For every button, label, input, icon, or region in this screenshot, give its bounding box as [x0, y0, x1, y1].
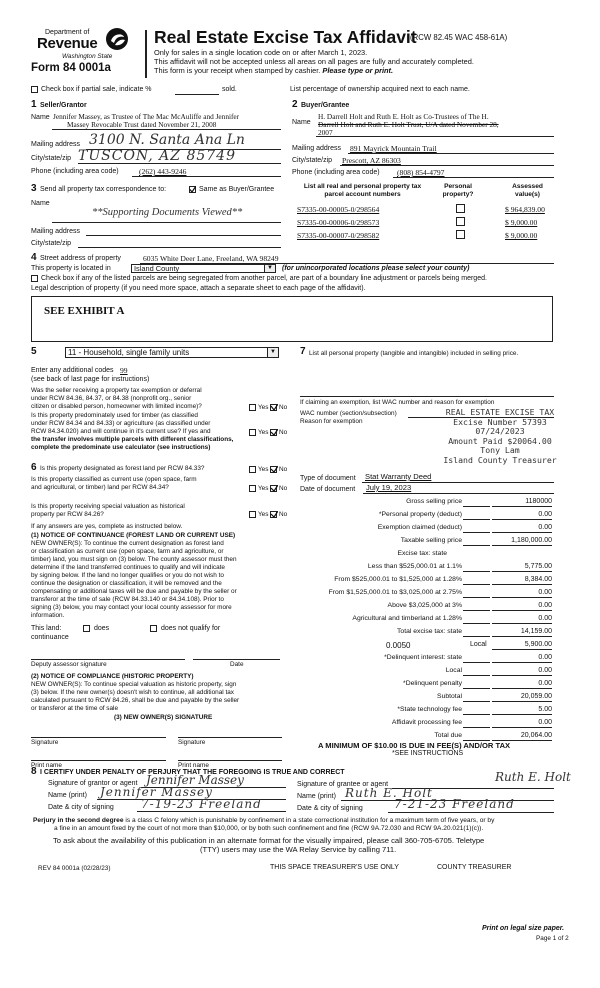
see-instructions: *SEE INSTRUCTIONS	[392, 750, 464, 757]
legal-description-label: Legal description of property (if you need more space, attach a separate sheet to each page of the affidavit).	[31, 285, 366, 292]
seller-mailing-value: 3100 N. Santa Ana Ln	[89, 132, 245, 148]
forest-no-checkbox[interactable]	[270, 466, 277, 473]
this-land-label: This land:	[31, 625, 62, 632]
timber-yes-checkbox[interactable]	[249, 429, 256, 436]
land-does-label: does	[94, 625, 110, 632]
timber-question-line-4: the transfer involves multiple parcels with different classifications,	[31, 436, 234, 443]
owner-print-label-1: Print name	[31, 762, 62, 769]
partial-sale-sold-label: sold.	[222, 86, 237, 93]
historic-question-line-2: property per RCW 84.26?	[31, 511, 104, 518]
grantee-signature[interactable]: Ruth E. Holt	[495, 770, 571, 784]
additional-codes-note: (see back of last page for instructions)	[31, 376, 150, 383]
grantee-date-line	[388, 812, 554, 813]
section-1-number: 1	[31, 99, 37, 110]
historic-no-checkbox[interactable]	[270, 511, 277, 518]
parcel-3-personal-checkbox[interactable]	[456, 230, 465, 239]
exemption-yes-label: Yes	[258, 404, 269, 411]
land-does-not-label: does not qualify for	[161, 625, 221, 632]
section-7-number: 7	[300, 346, 306, 357]
same-as-buyer-checkbox[interactable]	[189, 186, 196, 193]
wac-number-label: WAC number (section/subsection)	[300, 410, 397, 417]
timber-question-line-1: Is this property predominately used for timber (as classified	[31, 412, 198, 419]
dept-of-label: Department of	[45, 29, 90, 36]
form-title: Real Estate Excise Tax Affidavit	[154, 27, 417, 47]
document-type-label: Type of document	[300, 475, 356, 482]
notice-continuance-line-3: timber) land, you must sign on (3) below. The county assessor must then	[31, 556, 237, 563]
parcel-2-personal-checkbox[interactable]	[456, 217, 465, 226]
forest-question: Is this property designated as forest land per RCW 84.33?	[40, 465, 205, 472]
forest-yes-checkbox[interactable]	[249, 466, 256, 473]
notice-continuance-line-7: compensating or additional taxes will be due and payable by the seller or	[31, 588, 237, 595]
personal-deduct-label: *Personal property (deduct)	[378, 511, 462, 518]
subtotal-value: 20,059.00	[492, 693, 552, 702]
exemption-no-label: No	[279, 404, 288, 411]
grantee-date-label: Date & city of signing	[297, 805, 363, 812]
delinquent-interest-value: 0.00	[492, 654, 552, 663]
seller-city-label: City/state/zip	[31, 155, 72, 162]
notice-continuance-line-9: signing (3) below, you may contact your local county assessor for more	[31, 604, 232, 611]
buyer-name-underline	[316, 136, 554, 137]
exemption-no-checkbox[interactable]	[270, 404, 277, 411]
same-as-buyer-label: Same as Buyer/Grantee	[199, 186, 275, 193]
parcel-number-3: S7335-00-00007-0/298582	[297, 231, 380, 240]
processing-fee-value: 0.00	[492, 719, 552, 728]
buyer-city-value: Prescott, AZ 86303	[342, 156, 401, 165]
current-use-question-line-1: Is this property classified as current use (open space, farm	[31, 476, 197, 483]
accessibility-line-1: To ask about the availability of this publication in an alternate format for the visually impaired, please call 360-705-6705. Teletype	[53, 836, 485, 845]
personal-property-line[interactable]	[300, 396, 554, 397]
county-chevron-down-icon[interactable]: ▼	[264, 265, 275, 272]
total-due-dots	[463, 733, 490, 741]
tier-3-label: From $1,525,000.01 to $3,025,000 at 2.75%	[328, 589, 462, 596]
timber-question-line-3: RCW 84.34.020) and will continue in it's current use? If yes and	[31, 428, 211, 435]
stamp-line-2: Excise Number 57393	[453, 416, 547, 427]
county-treasurer-label: COUNTY TREASURER	[437, 864, 512, 871]
land-use-chevron-down-icon[interactable]: ▼	[267, 348, 278, 357]
gross-price-dots	[463, 499, 490, 507]
forest-no-label: No	[279, 466, 288, 473]
header-note-3: This form is your receipt when stamped by cashier. Please type or print.	[154, 66, 394, 75]
exemption-claim-label: If claiming an exemption, list WAC number and reason for exemption	[300, 399, 495, 406]
buyer-heading: Buyer/Grantee	[301, 102, 350, 109]
segregation-checkbox[interactable]	[31, 275, 38, 282]
answers-note: If any answers are yes, complete as instructed below.	[31, 523, 183, 530]
section-4-number: 4	[31, 252, 37, 263]
legal-description-box[interactable]	[31, 296, 553, 342]
perjury-notice-line-2: a fine in an amount fixed by the court of not more than $10,000, or by both such confinement and fine (RCW 9A.72.030 and RCW 9A.20.021(1)(c)).	[54, 825, 484, 832]
tier-1-label: Less than $525,000.01 at 1.1%	[367, 563, 462, 570]
technology-fee-value: 5.00	[492, 706, 552, 715]
grantor-signature[interactable]: Jennifer Massey	[146, 773, 244, 787]
county-select[interactable]	[131, 264, 276, 273]
grantee-name-print[interactable]: Ruth E. Holt	[345, 786, 433, 800]
correspondence-name-label: Name	[31, 200, 50, 207]
header-note-2: This affidavit will not be accepted unless all areas on all pages are fully and accurately completed.	[154, 57, 474, 66]
owner-print-label-2: Print name	[178, 762, 209, 769]
parcel-value-3: $ 9,000.00	[505, 231, 538, 240]
grantee-name-label: Name (print)	[297, 793, 336, 800]
taxable-price-dots	[463, 538, 490, 546]
historic-no-label: No	[279, 511, 288, 518]
exemption-question-line-2: under RCW 84.36, 84.37, or 84.38 (nonprofit org., senior	[31, 395, 192, 402]
street-address-label: Street address of property	[40, 255, 121, 262]
additional-codes-value: 99	[120, 366, 128, 375]
personal-deduct-value: 0.00	[492, 511, 552, 520]
seller-name-line-1: Jennifer Massey, as Trustee of The Mac McAuliffe and Jennifer	[53, 112, 240, 121]
timber-no-label: No	[279, 429, 288, 436]
gross-price-label: Gross selling price	[406, 498, 462, 505]
total-state-dots	[463, 629, 490, 637]
owner-print-line-1[interactable]	[31, 760, 166, 761]
deputy-signature-label: Deputy assessor signature	[31, 661, 107, 668]
buyer-city-underline	[340, 165, 554, 166]
taxable-price-label: Taxable selling price	[400, 537, 462, 544]
document-type-value: Stat Warranty Deed	[365, 472, 432, 481]
buyer-phone-label: Phone (including area code)	[292, 169, 380, 176]
continuance-label: continuance	[31, 634, 69, 641]
stamp-line-5: Tony Lam	[480, 445, 520, 455]
notice-compliance-line-2: (3) below. If the new owner(s) doesn't wish to continue, all additional tax	[31, 689, 234, 696]
grantor-date-label: Date & city of signing	[48, 804, 114, 811]
buyer-name-line-2: Darrell Holt and Ruth E. Holt Trust, U/A dated November 28,	[318, 120, 499, 129]
current-use-no-label: No	[279, 485, 288, 492]
section-6-number: 6	[31, 462, 37, 473]
stamp-line-4: Amount Paid $20064.00	[448, 435, 552, 446]
local-tax-value: 5,900.00	[492, 641, 552, 650]
exemption-question-line-1: Was the seller receiving a property tax exemption or deferral	[31, 387, 202, 394]
delinquent-interest-dots	[463, 655, 490, 663]
timber-yes-label: Yes	[258, 429, 269, 436]
correspondence-city-label: City/state/zip	[31, 240, 72, 247]
local-tax-label: Local	[470, 641, 487, 648]
assessed-value-column-header: Assessed value(s)	[512, 183, 543, 198]
local-rate-value: 0.0050	[386, 641, 411, 650]
current-use-question-line-2: and agricultural, or timber) land per RCW 84.34?	[31, 484, 169, 491]
historic-yes-label: Yes	[258, 511, 269, 518]
tier-2-dots	[463, 577, 490, 585]
exemption-reason-label: Reason for exemption	[300, 418, 363, 425]
delinquent-local-value: 0.00	[492, 667, 552, 676]
revenue-wordmark: Revenue	[37, 35, 98, 52]
notice-continuance-line-5: by signing below. If the land no longer qualifies or you do not wish to	[31, 572, 224, 579]
state-label: Washington State	[62, 53, 113, 60]
buyer-mailing-value: 891 Mayrick Mountain Trail	[350, 144, 437, 153]
grantee-signature-label: Signature of grantee or agent	[297, 781, 389, 788]
buyer-name-line-1: H. Darrell Holt and Ruth E. Holt as Co-Trustees of The H.	[318, 112, 489, 121]
certify-heading: I CERTIFY UNDER PENALTY OF PERJURY THAT THE FOREGOING IS TRUE AND CORRECT	[40, 769, 345, 776]
current-use-yes-label: Yes	[258, 485, 269, 492]
owner-signature-line-2[interactable]	[178, 737, 282, 738]
owner-signature-label-2: Signature	[178, 739, 206, 746]
section-5-number: 5	[31, 346, 37, 357]
deputy-date-label: Date	[230, 661, 244, 668]
county-select-note: (for unincorporated locations please select your county)	[282, 265, 470, 272]
personal-deduct-dots	[463, 512, 490, 520]
located-in-label: This property is located in	[31, 265, 111, 272]
parcel-value-1: $ 964,839.00	[505, 205, 545, 214]
parcel-number-1: S7335-00-00005-0/298564	[297, 205, 380, 214]
deputy-signature-line[interactable]	[31, 659, 185, 660]
seller-heading: Seller/Grantor	[40, 102, 87, 109]
revenue-logo-icon	[105, 27, 129, 51]
seller-name-line-2: Massey Revocable Trust dated November 21, 2008	[67, 120, 217, 129]
parcel-column-header: List all real and personal property tax parcel account numbers	[303, 183, 422, 198]
personal-property-column-header: Personal property?	[442, 183, 474, 198]
grantor-date-line	[137, 811, 286, 812]
grantee-date-city[interactable]: 7-21-23 Freeland	[394, 797, 515, 811]
personal-property-label: List all personal property (tangible and intangible) included in selling price.	[309, 350, 519, 357]
correspondence-city-underline	[78, 247, 281, 248]
delinquent-penalty-value: 0.00	[492, 680, 552, 689]
total-state-label: Total excise tax: state	[397, 628, 462, 635]
agricultural-value: 0.00	[492, 615, 552, 624]
county-select-value: Island County	[134, 264, 180, 273]
accessibility-line-2: (TTY) users may use the WA Relay Service by calling 711.	[200, 845, 397, 854]
notice-continuance-title: (1) NOTICE OF CONTINUANCE (FOREST LAND OR CURRENT USE)	[31, 532, 236, 539]
legal-description-value: SEE EXHIBIT A	[44, 305, 125, 317]
seller-phone-label: Phone (including area code)	[31, 168, 119, 175]
delinquent-penalty-label: *Delinquent penalty	[403, 680, 462, 687]
partial-sale-percent-field[interactable]	[175, 85, 219, 95]
tier-4-value: 0.00	[492, 602, 552, 611]
subtotal-label: Subtotal	[437, 693, 462, 700]
parcel-value-2: $ 9,000.00	[505, 218, 538, 227]
seller-phone-underline	[132, 176, 281, 177]
delinquent-local-label: Local	[445, 667, 462, 674]
forest-yes-label: Yes	[258, 466, 269, 473]
total-due-label: Total due	[434, 732, 462, 739]
notice-continuance-line-1: NEW OWNER(S): To continue the current designation as forest land	[31, 540, 224, 547]
taxable-price-value: 1,180,000.00	[492, 537, 552, 546]
exemption-yes-checkbox[interactable]	[249, 404, 256, 411]
exemption-deduct-label: Exemption claimed (deduct)	[377, 524, 462, 531]
legal-paper-note: Print on legal size paper.	[482, 925, 565, 932]
header-divider	[145, 30, 147, 78]
section-3-number: 3	[31, 183, 37, 194]
form-number: Form 84 0001a	[31, 62, 111, 74]
tier-4-dots	[463, 603, 490, 611]
buyer-name-label: Name	[292, 119, 311, 126]
current-use-yes-checkbox[interactable]	[249, 485, 256, 492]
historic-question-line-1: Is this property receiving special valuation as historical	[31, 503, 185, 510]
historic-yes-checkbox[interactable]	[249, 511, 256, 518]
form-citation: (RCW 82.45 WAC 458-61A)	[410, 33, 508, 42]
technology-fee-label: *State technology fee	[397, 706, 462, 713]
ownership-percent-note: List percentage of ownership acquired next to each name.	[290, 86, 470, 93]
page-number: Page 1 of 2	[536, 935, 569, 942]
stamp-line-1: REAL ESTATE EXCISE TAX	[445, 407, 555, 417]
buyer-name-line-3: 2007	[318, 128, 333, 137]
processing-fee-dots	[463, 720, 490, 728]
correspondence-label: Send all property tax correspondence to:	[40, 186, 167, 193]
notice-compliance-title: (2) NOTICE OF COMPLIANCE (HISTORIC PROPERTY)	[31, 673, 194, 680]
perjury-notice-line-1: Perjury in the second degree is a class C felony which is punishable by confinement in a state correctional institution for a maximum term of five years, or by	[33, 817, 495, 824]
total-due-value: 20,064.00	[492, 732, 552, 741]
agricultural-label: Agricultural and timberland at 1.28%	[352, 615, 462, 622]
stamp-line-3: 07/24/2023	[475, 426, 525, 436]
timber-question-line-2: under RCW 84.34 and 84.33) or agriculture (as classified under	[31, 420, 211, 427]
street-address-value: 6035 White Deer Lane, Freeland, WA 98249	[143, 254, 279, 263]
notice-compliance-line-3: calculated pursuant to RCW 84.26, shall be due and payable by the seller	[31, 697, 240, 704]
seller-name-underline	[52, 129, 281, 130]
exemption-question-line-3: citizen or disabled person, homeowner with limited income)?	[31, 403, 202, 410]
buyer-phone-underline	[393, 177, 554, 178]
exemption-deduct-dots	[463, 525, 490, 533]
document-date-line	[363, 493, 554, 494]
buyer-phone-value: (808) 854-4797	[397, 168, 445, 177]
excise-state-label: Excise tax: state	[397, 550, 447, 557]
partial-sale-checkbox[interactable]	[31, 86, 38, 93]
buyer-mailing-label: Mailing address	[292, 145, 342, 152]
grantor-date-city[interactable]: 7-19-23 Freeland	[141, 797, 262, 811]
grantor-name-print[interactable]: Jennifer Massey	[100, 785, 213, 799]
seller-name-label: Name	[31, 114, 50, 121]
tier-3-value: 0.00	[492, 589, 552, 598]
seller-mailing-label: Mailing address	[31, 141, 81, 148]
revision-code: REV 84 0001a (02/28/23)	[38, 865, 111, 872]
timber-question-line-5: complete the predominate use calculator (see instructions)	[31, 444, 211, 451]
additional-codes-label: Enter any additional codes	[31, 367, 114, 374]
correspondence-mailing-label: Mailing address	[31, 228, 81, 235]
document-date-label: Date of document	[300, 486, 356, 493]
notice-continuance-line-2: or classification as current use (open space, farm and agriculture, or	[31, 548, 224, 555]
tier-1-value: 5,775.00	[492, 563, 552, 572]
delinquent-local-dots	[463, 668, 490, 676]
owner-print-line-2[interactable]	[178, 760, 282, 761]
stamp-line-6: Island County Treasurer	[443, 454, 557, 465]
parcel-1-personal-checkbox[interactable]	[456, 204, 465, 213]
tier-3-dots	[463, 590, 490, 598]
total-state-value: 14,159.00	[492, 628, 552, 637]
buyer-mailing-underline	[348, 153, 554, 154]
receipt-stamp	[430, 408, 570, 465]
subtotal-dots	[463, 694, 490, 702]
seller-city-underline	[78, 163, 281, 164]
land-use-code-select[interactable]	[65, 347, 279, 358]
agricultural-dots	[463, 616, 490, 624]
document-date-value: July 19, 2023	[366, 483, 412, 492]
correspondence-name-underline	[52, 222, 281, 223]
owner-signature-label-1: Signature	[31, 739, 59, 746]
seller-phone-value: (262) 443-9246	[139, 167, 187, 176]
supporting-documents-stamp: **Supporting Documents Viewed**	[92, 207, 243, 218]
notice-continuance-line-4: determine if the land transferred continues to qualify and will indicate	[31, 564, 225, 571]
deputy-date-line[interactable]	[193, 659, 280, 660]
technology-fee-dots	[463, 707, 490, 715]
section-2-number: 2	[292, 99, 298, 110]
delinquent-interest-label: *Delinquent interest: state	[384, 654, 462, 661]
land-does-not-checkbox[interactable]	[150, 625, 157, 632]
owner-signature-line-1[interactable]	[31, 737, 166, 738]
parcel-number-2: S7335-00-00006-0/298573	[297, 218, 380, 227]
grantor-name-label: Name (print)	[48, 792, 87, 799]
notice-continuance-line-8: transferor at the time of sale (RCW 84.33.140 or 84.34.108). Prior to	[31, 596, 224, 603]
notice-continuance-line-6: continue the designation or classification, it will be removed and the	[31, 580, 222, 587]
buyer-city-label: City/state/zip	[292, 157, 333, 164]
land-use-code-value: 11 - Household, single family units	[68, 348, 190, 357]
header-note-1: Only for sales in a single location code on or after March 1, 2023.	[154, 48, 368, 57]
delinquent-penalty-dots	[463, 681, 490, 689]
notice-compliance-line-4: or transferor at the time of sale	[31, 705, 119, 712]
section-8-number: 8	[31, 766, 37, 777]
correspondence-mailing-underline	[86, 235, 281, 236]
gross-price-value: 1180000	[492, 498, 552, 507]
land-does-checkbox[interactable]	[83, 625, 90, 632]
processing-fee-label: Affidavit processing fee	[391, 719, 462, 726]
tier-4-label: Above $3,025,000 at 3%	[387, 602, 462, 609]
minimum-fee-notice: A MINIMUM OF $10.00 IS DUE IN FEE(S) AND/OR TAX	[318, 741, 511, 750]
current-use-no-checkbox[interactable]	[270, 485, 277, 492]
new-owner-signature-title: (3) NEW OWNER(S) SIGNATURE	[114, 714, 213, 721]
tier-2-label: From $525,000.01 to $1,525,000 at 1.28%	[334, 576, 462, 583]
notice-continuance-line-10: information.	[31, 612, 65, 619]
notice-compliance-line-1: NEW OWNER(S): To continue special valuation as historic property, sign	[31, 681, 237, 688]
tier-1-dots	[463, 564, 490, 572]
partial-sale-label: Check box if partial sale, indicate %	[41, 86, 152, 93]
seller-city-value: TUSCON, AZ 85749	[78, 148, 236, 164]
tier-2-value: 8,384.00	[492, 576, 552, 585]
grantor-signature-label: Signature of grantor or agent	[48, 780, 138, 787]
exemption-deduct-value: 0.00	[492, 524, 552, 533]
segregation-label: Check box if any of the listed parcels are being segregated from another parcel, are part of a boundary line adjustment or parcels being merged.	[41, 275, 487, 282]
treasurer-use-only: THIS SPACE TREASURER'S USE ONLY	[270, 864, 399, 871]
timber-no-checkbox[interactable]	[270, 429, 277, 436]
